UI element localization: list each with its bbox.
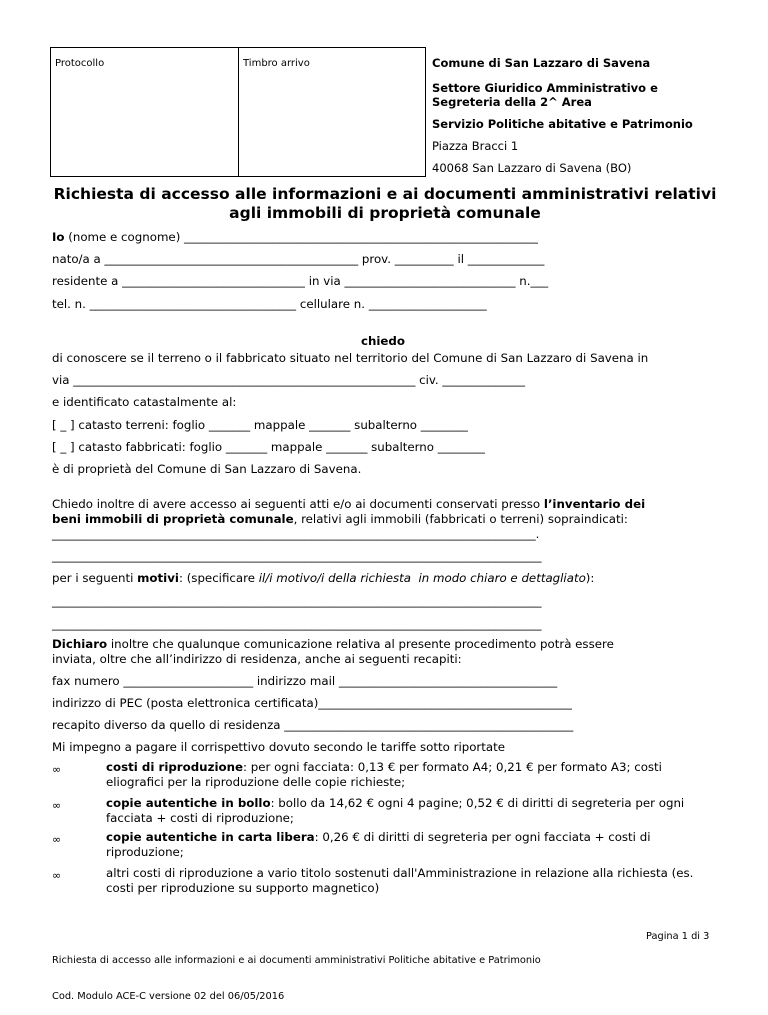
- page-number: Pagina 1 di 3: [646, 931, 710, 942]
- bullet-riproduzione: costi di riproduzione: per ogni facciata: 0,13 € per formato A4; 0,21 € per formato A3; costi eliografici per la riproduzione delle copie richieste;: [106, 760, 662, 789]
- io-label: Io: [52, 230, 65, 244]
- birth-field[interactable]: nato/a a ___________________________________________ prov. __________ il _____________: [52, 252, 545, 266]
- motivi-blank-2[interactable]: ___________________________________________________________________________________: [52, 617, 542, 631]
- office-comune: Comune di San Lazzaro di Savena: [432, 56, 651, 70]
- bullet-icon: ∞: [52, 833, 62, 846]
- impegno-text: Mi impegno a pagare il corrispettivo dovuto secondo le tariffe sotto riportate: [52, 740, 506, 754]
- office-servizio: Servizio Politiche abitative e Patrimonio: [432, 117, 693, 131]
- header-divider: [238, 47, 239, 177]
- access-paragraph-1: Chiedo inoltre di avere accesso ai seguenti atti e/o ai documenti conservati presso l’inventario dei: [52, 497, 646, 511]
- office-city: 40068 San Lazzaro di Savena (BO): [432, 161, 632, 175]
- access-paragraph-2: beni immobili di proprietà comunale, relativi agli immobili (fabbricati o terreni) sopraindicati:: [52, 512, 628, 526]
- catasto-terreni-field[interactable]: [ _ ] catasto terreni: foglio _______ mappale _______ subalterno ________: [52, 418, 468, 432]
- fax-mail-field[interactable]: fax numero ______________________ indirizzo mail _____________________________________: [52, 674, 558, 688]
- via-field[interactable]: via __________________________________________________________ civ. ______________: [52, 373, 526, 387]
- phone-field[interactable]: tel. n. ___________________________________ cellulare n. ____________________: [52, 297, 487, 311]
- dichiaro-line-2: inviata, oltre che all’indirizzo di residenza, anche ai seguenti recapiti:: [52, 652, 462, 666]
- office-address: Piazza Bracci 1: [432, 139, 519, 153]
- recapito-field[interactable]: recapito diverso da quello di residenza _________________________________________________: [52, 718, 574, 732]
- header-divider: [425, 47, 426, 177]
- bullet-carta-libera: copie autentiche in carta libera: 0,26 € di diritti di segreteria per ogni facciata + costi di riproduzione;: [106, 830, 651, 859]
- motivi-blank-1[interactable]: ___________________________________________________________________________________: [52, 594, 542, 608]
- chiedo-heading: chiedo: [361, 334, 405, 348]
- motivi-label: per i seguenti motivi: (specificare il/i motivo/i della richiesta in modo chiaro e dettagliato):: [52, 571, 595, 585]
- proprieta-text: è di proprietà del Comune di San Lazzaro di Savena.: [52, 462, 362, 476]
- residence-field[interactable]: residente a _______________________________ in via _____________________________ n.___: [52, 274, 549, 288]
- footer-line-2: Cod. Modulo ACE-C versione 02 del 06/05/2016: [52, 991, 285, 1002]
- access-blank-1[interactable]: __________________________________________________________________________________.: [52, 527, 540, 541]
- ident-text: e identificato catastalmente al:: [52, 395, 237, 409]
- timbro-label: Timbro arrivo: [243, 58, 310, 69]
- protocollo-label: Protocollo: [55, 58, 105, 69]
- dichiaro-line-1: Dichiaro inoltre che qualunque comunicazione relativa al presente procedimento potrà essere: [52, 637, 614, 651]
- office-segreteria: Segreteria della 2^ Area: [432, 95, 592, 109]
- bullet-icon: ∞: [52, 799, 62, 812]
- document-title: [50, 185, 720, 223]
- access-blank-2[interactable]: ___________________________________________________________________________________: [52, 549, 542, 563]
- bullet-icon: ∞: [52, 763, 62, 776]
- catasto-fabbricati-field[interactable]: [ _ ] catasto fabbricati: foglio _______ mappale _______ subalterno ________: [52, 440, 485, 454]
- bullet-altri-costi: altri costi di riproduzione a vario titolo sostenuti dall'Amministrazione in relazione alla richiesta (es. costi per riproduzione su supporto magnetico): [106, 866, 694, 895]
- title-line-2: agli immobili di proprietà comunale: [229, 204, 541, 222]
- request-text: di conoscere se il terreno o il fabbricato situato nel territorio del Comune di San Lazzaro di Savena in: [52, 351, 649, 365]
- title-line-1: Richiesta di accesso alle informazioni e ai documenti amministrativi relativi: [53, 185, 717, 203]
- footer-line-1: Richiesta di accesso alle informazioni e ai documenti amministrativi Politiche abitative e Patrimonio: [52, 955, 541, 966]
- footer-text: [52, 931, 541, 1015]
- bullet-icon: ∞: [52, 869, 62, 882]
- pec-field[interactable]: indirizzo di PEC (posta elettronica certificata)___________________________________________: [52, 696, 572, 710]
- bullet-bollo: copie autentiche in bollo: bollo da 14,62 € ogni 4 pagine; 0,52 € di diritti di segreteria per ogni facciata + costi di riproduzione;: [106, 796, 685, 825]
- name-label: (nome e cognome) ____________________________________________________________: [64, 230, 538, 244]
- name-field[interactable]: [52, 230, 538, 245]
- office-settore: Settore Giuridico Amministrativo e: [432, 81, 658, 95]
